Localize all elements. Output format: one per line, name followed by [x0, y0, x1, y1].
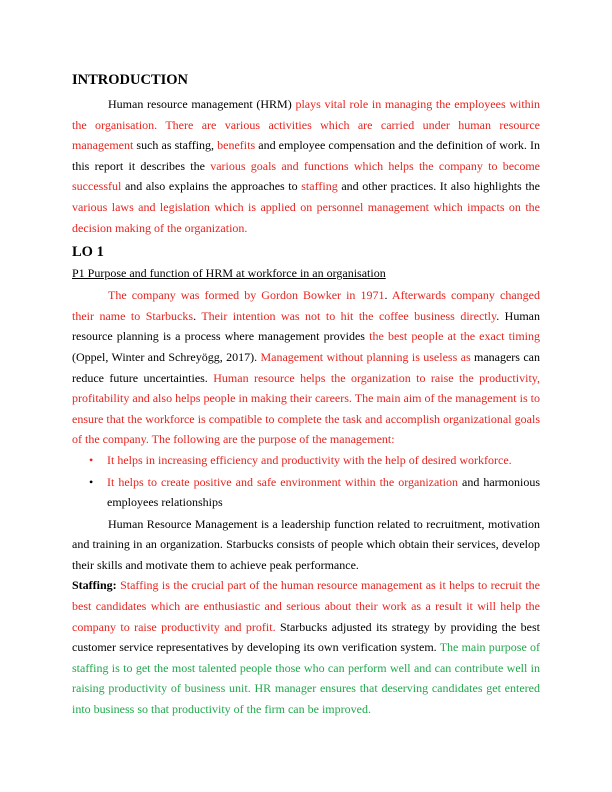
document-page — [72, 70, 540, 720]
text-run: . — [193, 308, 202, 323]
list-item — [72, 472, 540, 513]
text-run: Their intention was not to hit the coffee business directly — [201, 308, 497, 323]
text-run: Human resource helps the organization to raise the productivity, profitability and also helps people in making their careers. The main aim of the management is to ensure that the workforce is compatible to complete the task and accomplish organizational goals of the company. The following are the purpose of the management: — [72, 370, 540, 447]
list-item — [72, 450, 540, 471]
text-run: Starbucks adjusted its strategy by providing the best customer service representatives by developing its own verification system. — [72, 619, 540, 655]
text-run: . Human resource planning is a process where management provides — [72, 308, 541, 344]
intro-paragraph — [72, 94, 540, 238]
lo1-subheading: P1 Purpose and function of HRM at workforce in an organisation — [72, 266, 386, 281]
lo1-paragraph — [72, 285, 540, 450]
text-run: It helps to create positive and safe environment within the organization — [107, 474, 458, 489]
hrm-paragraph: Human Resource Management is a leadership function related to recruitment, motivation and training in an organization. Starbucks consists of people which obtain their services, develop their skills and motivate them to achieve peak performance. — [72, 516, 540, 572]
bullet-icon: • — [89, 474, 94, 489]
staffing-label: Staffing: — [72, 578, 117, 593]
staffing-text — [72, 578, 540, 716]
list-item-text — [107, 453, 512, 467]
text-run: and harmonious employees relationships — [107, 474, 540, 510]
text-run: and also explains the approaches to — [121, 179, 302, 194]
text-run: plays vital role in managing the employees within the organisation. There are various activities which are carried under human resource management — [72, 97, 540, 153]
text-run: and employee compensation and the definition of work. In this report it describes the — [72, 138, 540, 173]
text-run: It helps in increasing efficiency and productivity with the help of desired workforce. — [107, 452, 512, 467]
text-run: managers can reduce future uncertainties. — [72, 349, 540, 385]
bullet-icon: • — [89, 452, 94, 467]
text-run: Staffing is the crucial part of the human resource management as it helps to recruit the best candidates which are enthusiastic and serious about their work as a result it will help the company to raise productivity and profit. — [72, 578, 540, 634]
list-item-text — [107, 475, 540, 510]
text-run: various goals and functions which helps the company to become successful — [72, 158, 541, 194]
text-run: the best people at the exact timing — [369, 329, 540, 344]
text-run: Management without planning is useless as — [260, 349, 471, 364]
purpose-list — [72, 450, 540, 513]
text-run: and other practices. It also highlights the — [337, 179, 540, 194]
staffing-paragraph — [72, 575, 540, 719]
lo1-heading: LO 1 — [72, 244, 104, 261]
text-run: various laws and legislation which is applied on personnel management which impacts on the decision making of the organization. — [72, 199, 540, 235]
text-run: The company was formed by Gordon Bowker in 1971 — [108, 288, 385, 303]
text-run: staffing — [301, 179, 338, 194]
text-run: . — [384, 288, 392, 303]
text-run: such as staffing, — [133, 138, 218, 153]
text-run: benefits — [217, 138, 256, 153]
text-run: Human resource management (HRM) — [108, 97, 296, 111]
intro-heading: INTRODUCTION — [72, 72, 189, 88]
text-run: (Oppel, Winter and Schreyögg, 2017). — [72, 349, 261, 364]
text-run: The main purpose of staffing is to get the most talented people those who can perform well and can contribute well in raising productivity of business unit. HR manager ensures that deserving candidates get entered into business so that productivity of the firm can be improved. — [72, 640, 540, 717]
text-run: Afterwards company changed their name to Starbucks — [72, 288, 540, 323]
